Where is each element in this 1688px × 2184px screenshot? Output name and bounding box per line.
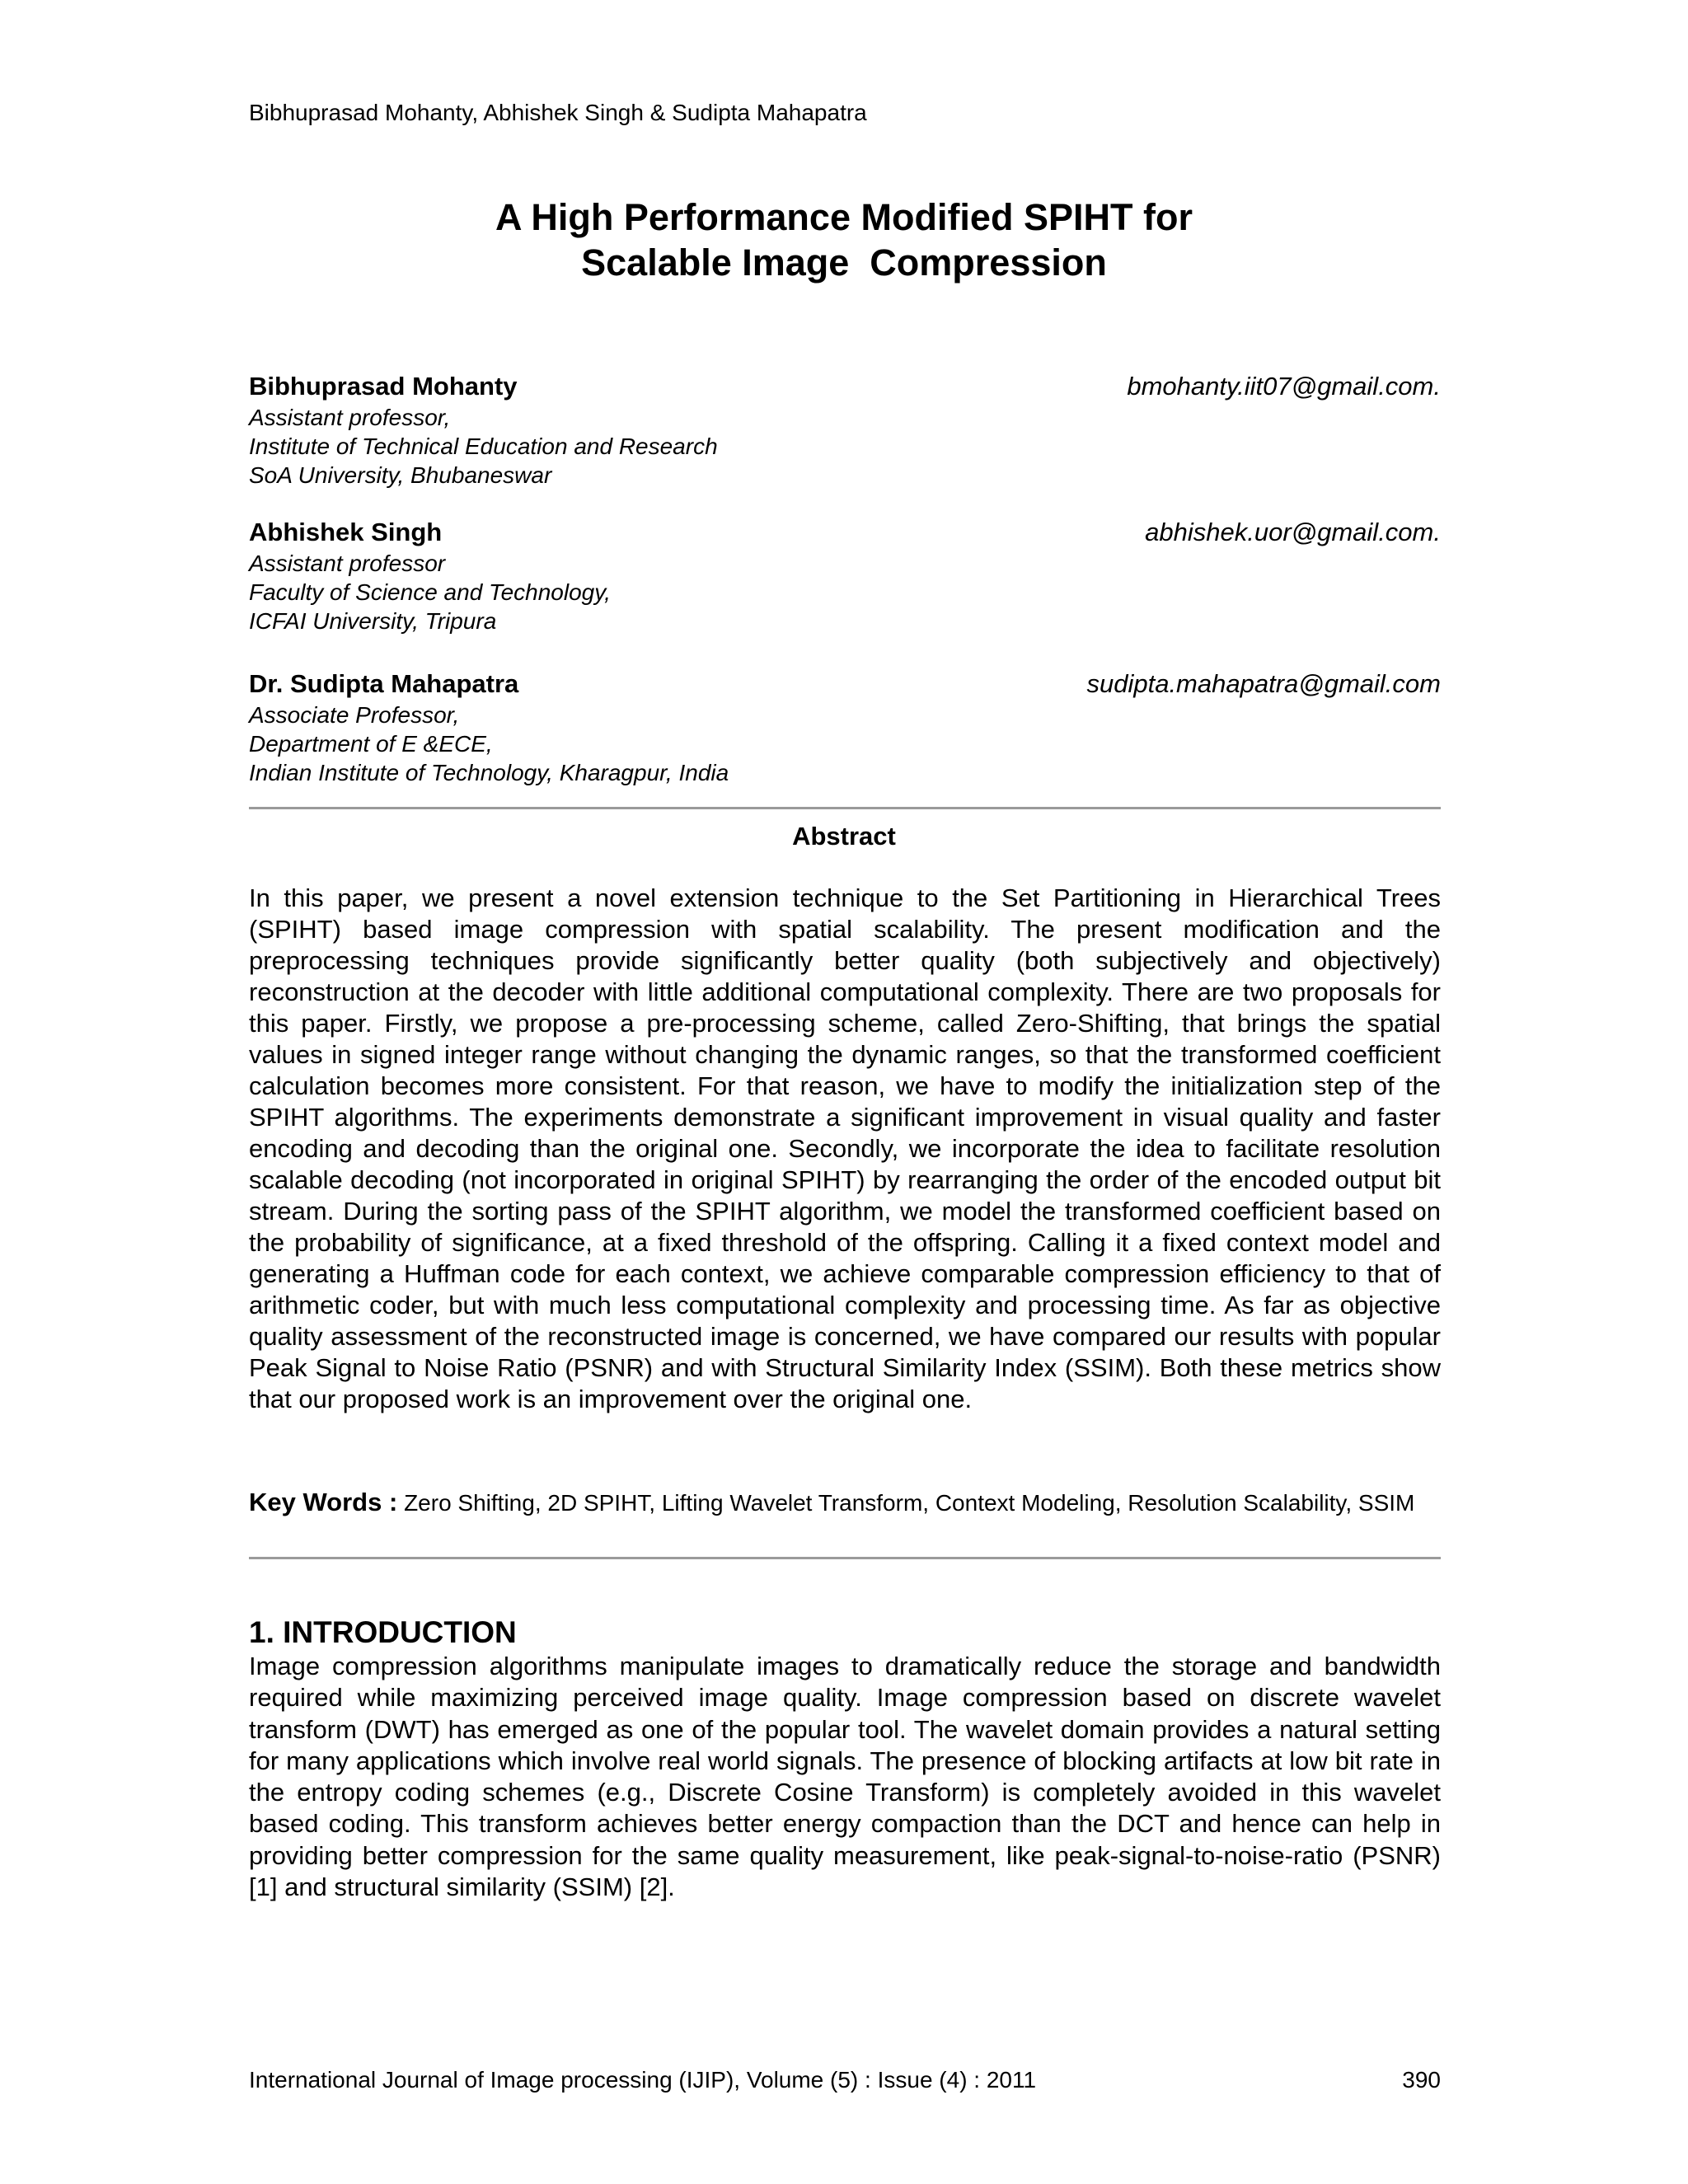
- author-block-2: [249, 516, 1441, 635]
- divider-bottom: [249, 1557, 1441, 1559]
- title-line-1: A High Performance Modified SPIHT for: [495, 196, 1193, 238]
- abstract-heading: Abstract: [792, 822, 896, 851]
- author-affiliation-line: SoA University, Bhubaneswar: [249, 462, 552, 488]
- author-affiliation-line: Department of E &ECE,: [249, 731, 493, 757]
- keywords-label: Key Words :: [249, 1488, 398, 1516]
- title-line-2: Scalable Image Compression: [581, 241, 1107, 284]
- author-email[interactable]: bmohanty.iit07@gmail.com.: [1127, 372, 1441, 401]
- page-number: 390: [1402, 2067, 1441, 2093]
- section-heading-introduction: 1. INTRODUCTION: [249, 1615, 517, 1649]
- author-name: Abhishek Singh: [249, 518, 443, 546]
- author-affiliation-line: ICFAI University, Tripura: [249, 608, 497, 634]
- author-affiliation-line: Associate Professor,: [249, 702, 460, 728]
- keywords-text: Zero Shifting, 2D SPIHT, Lifting Wavelet Transform, Context Modeling, Resolution Scalability, SSIM: [404, 1490, 1415, 1516]
- running-header-authors: Bibhuprasad Mohanty, Abhishek Singh & Sudipta Mahapatra: [249, 100, 867, 125]
- paper-title: [0, 194, 1688, 285]
- keywords: [249, 1488, 1441, 1517]
- abstract-body: In this paper, we present a novel extension technique to the Set Partitioning in Hierarchical Trees (SPIHT) based image compression with spatial scalability. The present modification and the preprocessing techniques provide significantly better quality (both subjectively and objectively) reconstruction at the decoder with little additional computational complexity. There are two proposals for this paper. Firstly, we propose a pre-processing scheme, called Zero-Shifting, that brings the spatial values in signed integer range without changing the dynamic ranges, so that the transformed coefficient calculation becomes more consistent. For that reason, we have to modify the initialization step of the SPIHT algorithms. The experiments demonstrate a significant improvement in visual quality and faster encoding and decoding than the original one. Secondly, we incorporate the idea to facilitate resolution scalable decoding (not incorporated in original SPIHT) by rearranging the order of the encoded output bit stream. During the sorting pass of the SPIHT algorithm, we model the transformed coefficient based on the probability of significance, at a fixed threshold of the offspring. Calling it a fixed context model and generating a Huffman code for each context, we achieve comparable compression efficiency to that of arithmetic coder, but with much less computational complexity and processing time. As far as objective quality assessment of the reconstructed image is concerned, we have compared our results with popular Peak Signal to Noise Ratio (PSNR) and with Structural Similarity Index (SSIM). Both these metrics show that our proposed work is an improvement over the original one.: [249, 883, 1441, 1413]
- author-affiliation-line: Assistant professor: [249, 551, 446, 576]
- author-email[interactable]: sudipta.mahapatra@gmail.com: [1086, 669, 1441, 698]
- author-name: Dr. Sudipta Mahapatra: [249, 669, 519, 698]
- author-affiliation-line: Institute of Technical Education and Research: [249, 434, 718, 459]
- footer-journal: International Journal of Image processing (IJIP), Volume (5) : Issue (4) : 2011: [249, 2067, 1037, 2093]
- divider-top: [249, 807, 1441, 809]
- author-name: Bibhuprasad Mohanty: [249, 372, 518, 401]
- author-block-3: [249, 668, 1441, 787]
- introduction-body: Image compression algorithms manipulate images to dramatically reduce the storage and bandwidth required while maximizing perceived image quality. Image compression based on discrete wavelet transform (DWT) has emerged as one of the popular tool. The wavelet domain provides a natural setting for many applications which involve real world signals. The presence of blocking artifacts at low bit rate in the entropy coding schemes (e.g., Discrete Cosine Transform) is completely avoided in this wavelet based coding. This transform achieves better energy compaction than the DCT and hence can help in providing better compression for the same quality measurement, like peak-signal-to-noise-ratio (PSNR) [1] and structural similarity (SSIM) [2].: [249, 1652, 1441, 1902]
- author-email[interactable]: abhishek.uor@gmail.com.: [1145, 518, 1441, 546]
- author-affiliation-line: Assistant professor,: [249, 405, 451, 430]
- author-block-1: [249, 370, 1441, 490]
- author-affiliation-line: Faculty of Science and Technology,: [249, 579, 611, 605]
- author-affiliation-line: Indian Institute of Technology, Kharagpur, India: [249, 760, 729, 785]
